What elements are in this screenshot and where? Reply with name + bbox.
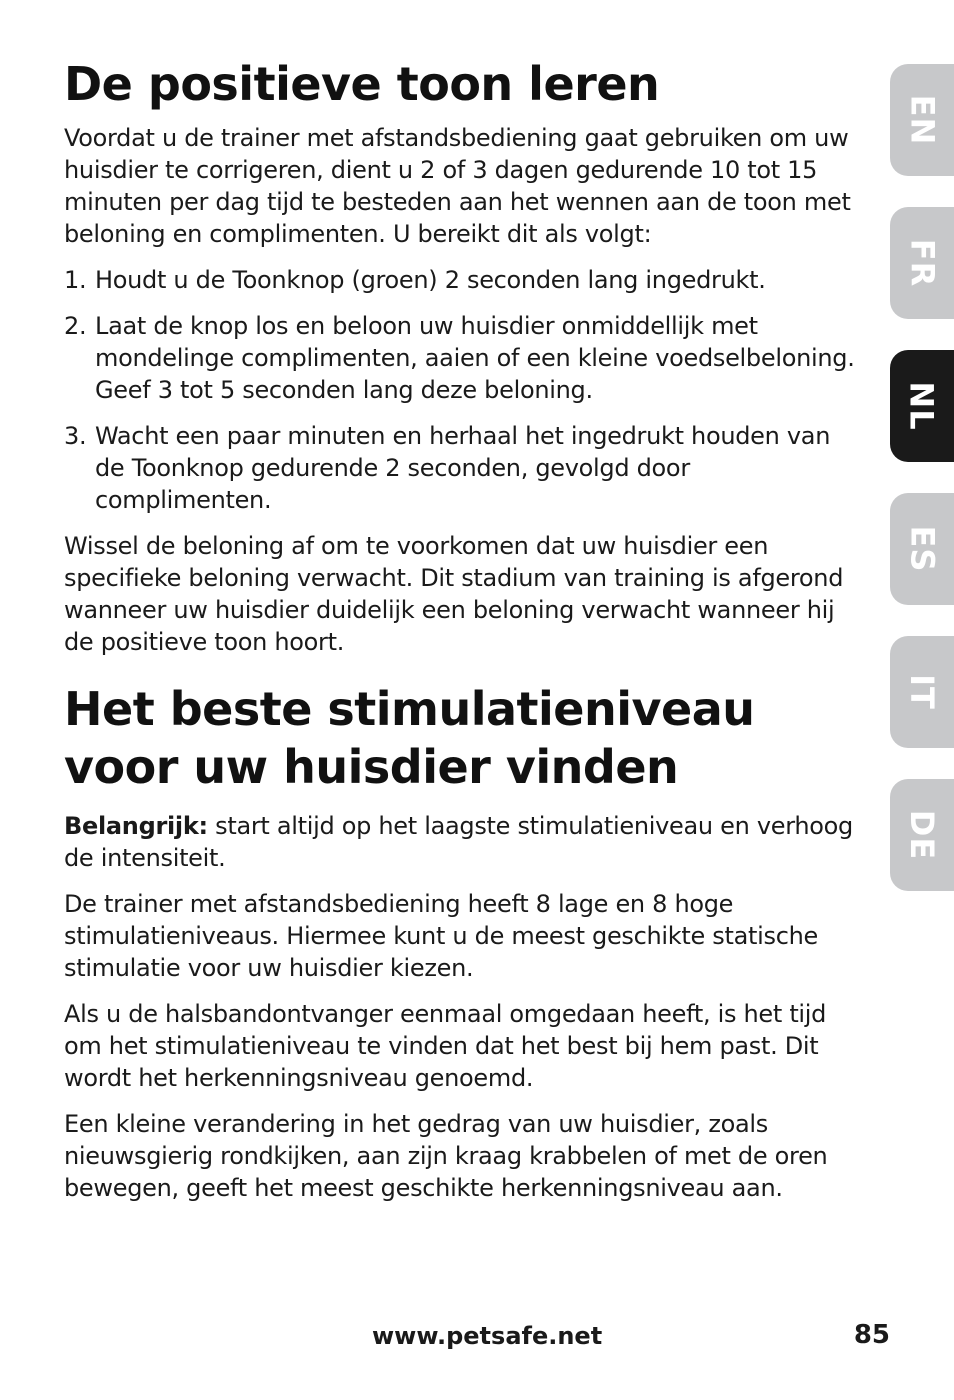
- tab-label: ES: [903, 525, 941, 573]
- tab-fr[interactable]: [890, 207, 954, 319]
- outro-paragraph: Wissel de beloning af om te voorkomen dat uw huisdier een specifieke beloning verwacht. Dit stadium van training is afgerond wanneer uw huisdier duidelijk een beloning verwacht wanneer hij de positieve toon hoort.: [64, 532, 844, 656]
- tab-es[interactable]: [890, 493, 954, 605]
- step-text: Wacht een paar minuten en herhaal het ingedrukt houden van de Toonknop gedurende 2 seconden, gevolgd door complimenten.: [95, 422, 831, 514]
- recognition-paragraph: Als u de halsbandontvanger eenmaal omgedaan heeft, is het tijd om het stimulatieniveau te vinden dat het best bij hem past. Dit wordt het herkenningsniveau genoemd.: [64, 1000, 827, 1092]
- tab-en[interactable]: [890, 64, 954, 176]
- levels-paragraph: De trainer met afstandsbediening heeft 8 lage en 8 hoge stimulatieniveaus. Hiermee kunt u de meest geschikte statische stimulatie voor uw huisdier kiezen.: [64, 890, 818, 982]
- page-number: 85: [853, 1320, 890, 1350]
- footer-url[interactable]: www.petsafe.net: [372, 1322, 603, 1350]
- important-text: start altijd op het laagste stimulatieniveau en verhoog de intensiteit.: [64, 812, 853, 872]
- tab-label: EN: [902, 94, 941, 146]
- tab-nl[interactable]: [890, 350, 954, 462]
- tab-de[interactable]: [890, 779, 954, 891]
- tab-label: IT: [902, 674, 941, 710]
- tab-label: NL: [902, 381, 941, 431]
- section-title-positive-tone: De positieve toon leren: [64, 57, 660, 111]
- step-number: 1.: [64, 266, 87, 294]
- important-label: Belangrijk:: [64, 812, 208, 840]
- tab-it[interactable]: [890, 636, 954, 748]
- steps-list: [64, 264, 864, 516]
- step-text: Houdt u de Toonknop (groen) 2 seconden lang ingedrukt.: [95, 266, 766, 294]
- tab-label: FR: [903, 238, 941, 288]
- page-content: [64, 56, 864, 1218]
- tab-label: DE: [902, 809, 941, 861]
- step-number: 3.: [64, 422, 87, 450]
- step-number: 2.: [64, 312, 87, 340]
- list-item: [64, 310, 864, 406]
- list-item: [64, 420, 864, 516]
- step-text: Laat de knop los en beloon uw huisdier onmiddellijk met mondelinge complimenten, aaien of een kleine voedselbeloning. Geef 3 tot 5 seconden lang deze beloning.: [95, 312, 855, 404]
- section-title-stimulation-level: Het beste stimulatieniveau voor uw huisdier vinden: [64, 682, 755, 794]
- behavior-paragraph: Een kleine verandering in het gedrag van uw huisdier, zoals nieuwsgierig rondkijken, aan zijn kraag krabbelen of met de oren bewegen, geeft het meest geschikte herkenningsniveau aan.: [64, 1110, 828, 1202]
- important-paragraph: [64, 810, 864, 874]
- intro-paragraph: Voordat u de trainer met afstandsbediening gaat gebruiken om uw huisdier te corrigeren, dient u 2 of 3 dagen gedurende 10 tot 15 minuten per dag tijd te besteden aan het wennen aan de toon met beloning en complimenten. U bereikt dit als volgt:: [64, 124, 851, 248]
- list-item: [64, 264, 864, 296]
